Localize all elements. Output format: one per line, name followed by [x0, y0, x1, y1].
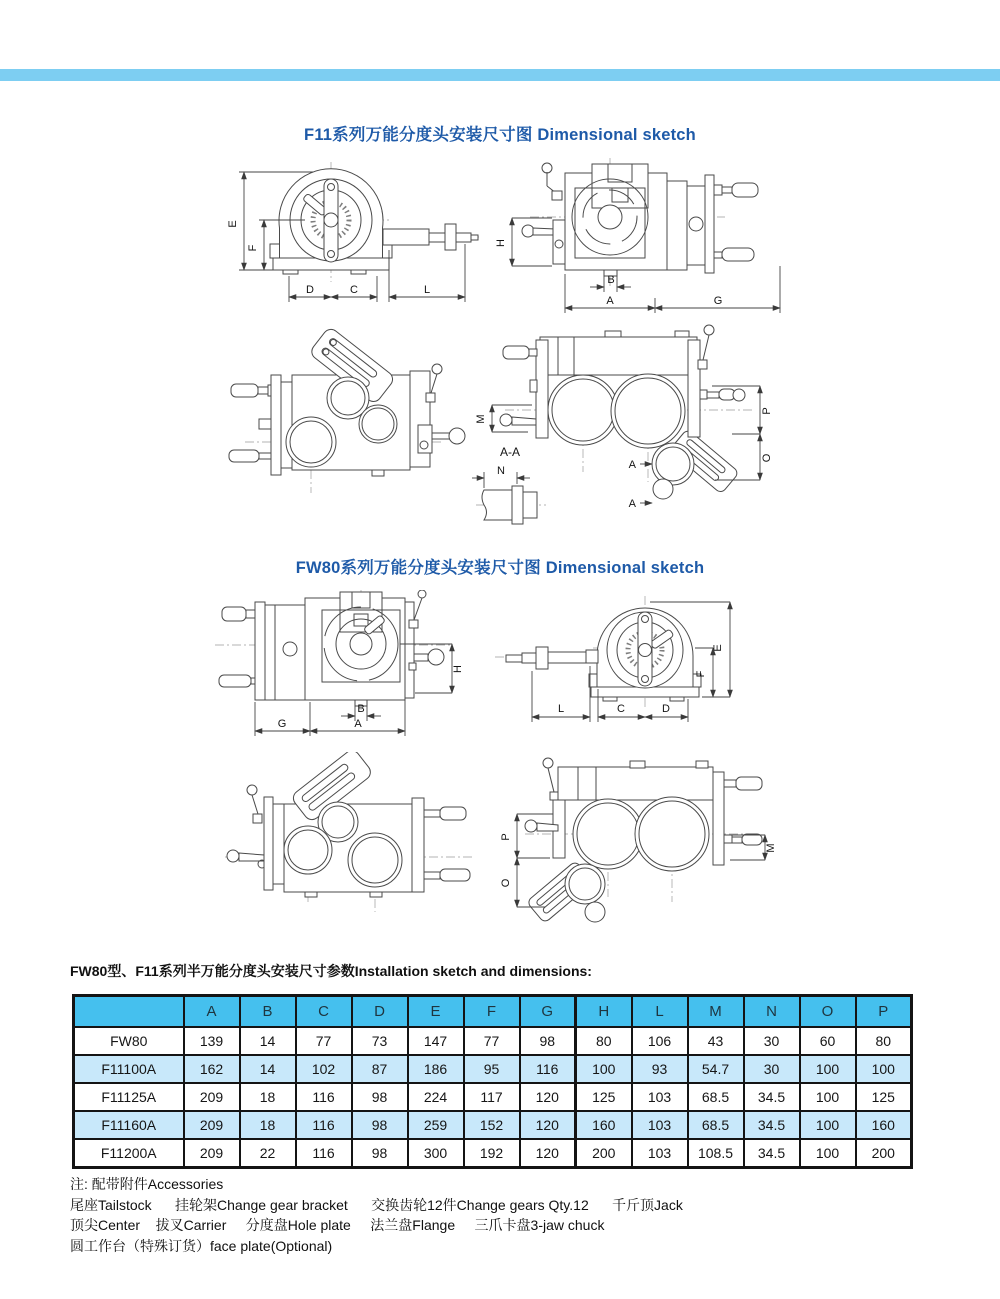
- value-cell: 120: [520, 1139, 576, 1168]
- table-row: [74, 1111, 912, 1139]
- fw80-section-view-drawing: [500, 752, 790, 942]
- value-cell: 34.5: [744, 1139, 800, 1168]
- value-cell: 14: [240, 1027, 296, 1055]
- value-cell: 80: [576, 1027, 632, 1055]
- fw80-rear-view-drawing: [210, 752, 490, 942]
- value-cell: 100: [856, 1055, 912, 1083]
- value-cell: 93: [632, 1055, 688, 1083]
- main-body: [305, 592, 405, 706]
- value-cell: 80: [856, 1027, 912, 1055]
- header-N: N: [744, 996, 800, 1028]
- dim-label-F: F: [695, 670, 707, 678]
- value-cell: 120: [520, 1111, 576, 1139]
- dim-label-C: C: [350, 284, 358, 296]
- main-body: [565, 164, 667, 276]
- value-cell: 100: [800, 1139, 856, 1168]
- section-arrow-label-A2: A: [628, 498, 636, 510]
- dim-label-E: E: [712, 644, 724, 652]
- header-B: B: [240, 996, 296, 1028]
- value-cell: 102: [296, 1055, 352, 1083]
- dim-label-N: N: [497, 465, 505, 477]
- spindle-shaft: [383, 224, 478, 250]
- value-cell: 125: [856, 1083, 912, 1111]
- table-row: [74, 1027, 912, 1055]
- dim-label-A: A: [606, 295, 614, 307]
- dim-label-L: L: [423, 284, 431, 296]
- dim-label-G: G: [713, 295, 723, 307]
- value-cell: 77: [296, 1027, 352, 1055]
- value-cell: 103: [632, 1111, 688, 1139]
- value-cell: 147: [408, 1027, 464, 1055]
- top-body: [540, 331, 697, 375]
- note-line: 尾座Tailstock 挂轮架Change gear bracket 交换齿轮12件Change gears Qty.12 千斤顶Jack: [70, 1196, 683, 1213]
- lower-bracket: [526, 861, 605, 924]
- value-cell: 120: [520, 1083, 576, 1111]
- value-cell: 116: [296, 1139, 352, 1168]
- f11-side-view-drawing: [155, 158, 480, 315]
- value-cell: 209: [184, 1139, 240, 1168]
- table-header-row: [74, 996, 912, 1028]
- value-cell: 259: [408, 1111, 464, 1139]
- value-cell: 43: [688, 1027, 744, 1055]
- header-D: D: [352, 996, 408, 1028]
- value-cell: 30: [744, 1027, 800, 1055]
- fw80-front-view-drawing: [200, 590, 480, 740]
- note-line: 注: 配带附件Accessories: [70, 1176, 224, 1192]
- table-row: [74, 1055, 912, 1083]
- section-title-f11: F11系列万能分度头安装尺寸图 Dimensional sketch: [304, 126, 696, 144]
- right-handles: [412, 798, 470, 892]
- dim-label-C: C: [617, 703, 625, 715]
- value-cell: 18: [240, 1111, 296, 1139]
- value-cell: 95: [464, 1055, 520, 1083]
- right-gearbox-handles: [667, 175, 758, 273]
- value-cell: 116: [296, 1111, 352, 1139]
- value-cell: 60: [800, 1027, 856, 1055]
- section-title-fw80: FW80系列万能分度头安装尺寸图 Dimensional sketch: [295, 559, 705, 577]
- spindle-shaft: [506, 647, 598, 669]
- top-body: [558, 761, 713, 800]
- accessories-notes: [70, 1174, 683, 1256]
- section-arrow-label-A1: A: [628, 459, 636, 471]
- left-levers: [522, 163, 565, 264]
- value-cell: 116: [296, 1083, 352, 1111]
- value-cell: 18: [240, 1083, 296, 1111]
- dim-label-B: B: [607, 274, 615, 286]
- value-cell: 100: [800, 1055, 856, 1083]
- value-cell: 117: [464, 1083, 520, 1111]
- dim-label-M: M: [475, 414, 487, 424]
- section-label-AA: A-A: [500, 445, 521, 459]
- value-cell: 77: [464, 1027, 520, 1055]
- dim-label-B: B: [357, 703, 365, 715]
- value-cell: 209: [184, 1083, 240, 1111]
- right-levers: [688, 325, 745, 437]
- left-handles: [229, 384, 276, 462]
- header-P: P: [856, 996, 912, 1028]
- row-model-cell: F11200A: [74, 1139, 184, 1168]
- value-cell: 160: [576, 1111, 632, 1139]
- row-model-cell: FW80: [74, 1027, 184, 1055]
- dim-label-F: F: [247, 244, 259, 252]
- dim-label-A: A: [354, 718, 362, 730]
- value-cell: 22: [240, 1139, 296, 1168]
- dim-label-M: M: [765, 843, 777, 853]
- value-cell: 209: [184, 1111, 240, 1139]
- header-A: A: [184, 996, 240, 1028]
- top-accent-bar: [0, 69, 1000, 81]
- value-cell: 125: [576, 1083, 632, 1111]
- dim-label-E: E: [227, 220, 239, 228]
- value-cell: 73: [352, 1027, 408, 1055]
- index-dial-handwheel: [290, 179, 372, 262]
- header-E: E: [408, 996, 464, 1028]
- dim-label-H: H: [495, 239, 507, 247]
- value-cell: 106: [632, 1027, 688, 1055]
- dimensions-table: [72, 994, 913, 1169]
- value-cell: 100: [800, 1111, 856, 1139]
- gear-cover-circles: [573, 797, 709, 871]
- left-levers: [500, 340, 548, 438]
- f11-front-view-drawing: [490, 158, 820, 318]
- value-cell: 162: [184, 1055, 240, 1083]
- value-cell: 98: [352, 1139, 408, 1168]
- dim-label-D: D: [306, 284, 314, 296]
- value-cell: 34.5: [744, 1111, 800, 1139]
- header-H: H: [576, 996, 632, 1028]
- header-M: M: [688, 996, 744, 1028]
- value-cell: 160: [856, 1111, 912, 1139]
- dim-label-O: O: [500, 878, 512, 888]
- header-F: F: [464, 996, 520, 1028]
- dim-label-L: L: [557, 703, 565, 715]
- value-cell: 186: [408, 1055, 464, 1083]
- value-cell: 68.5: [688, 1111, 744, 1139]
- header-O: O: [800, 996, 856, 1028]
- value-cell: 14: [240, 1055, 296, 1083]
- value-cell: 100: [800, 1083, 856, 1111]
- row-model-cell: F11100A: [74, 1055, 184, 1083]
- f11-rear-view-drawing: [215, 325, 485, 530]
- value-cell: 98: [520, 1027, 576, 1055]
- note-line: 顶尖Center 拔叉Carrier 分度盘Hole plate 法兰盘Flange 三爪卡盘3-jaw chuck: [70, 1217, 605, 1233]
- row-model-cell: F11160A: [74, 1111, 184, 1139]
- dim-label-H: H: [452, 665, 464, 673]
- table-row: [74, 1083, 912, 1111]
- table-caption: FW80型、F11系列半万能分度头安装尺寸参数Installation sketch and dimensions:: [70, 963, 592, 979]
- index-dial-handwheel: [607, 612, 683, 688]
- value-cell: 98: [352, 1083, 408, 1111]
- header-model: [74, 996, 184, 1028]
- section-detail-aa: [472, 445, 546, 524]
- header-C: C: [296, 996, 352, 1028]
- note-line: 圆工作台（特殊订货）face plate(Optional): [70, 1237, 333, 1254]
- right-handles: [713, 772, 762, 865]
- fw80-side-view-drawing: [490, 590, 750, 740]
- value-cell: 139: [184, 1027, 240, 1055]
- gear-cover-circles: [548, 374, 685, 448]
- header-L: L: [632, 996, 688, 1028]
- dim-label-G: G: [277, 718, 287, 730]
- value-cell: 54.7: [688, 1055, 744, 1083]
- row-model-cell: F11125A: [74, 1083, 184, 1111]
- value-cell: 103: [632, 1083, 688, 1111]
- dim-label-O: O: [761, 453, 773, 463]
- value-cell: 300: [408, 1139, 464, 1168]
- value-cell: 152: [464, 1111, 520, 1139]
- dim-label-P: P: [500, 833, 512, 841]
- value-cell: 192: [464, 1139, 520, 1168]
- f11-section-view-drawing: [470, 322, 800, 532]
- table-row: [74, 1139, 912, 1168]
- value-cell: 224: [408, 1083, 464, 1111]
- value-cell: 34.5: [744, 1083, 800, 1111]
- value-cell: 68.5: [688, 1083, 744, 1111]
- value-cell: 100: [576, 1055, 632, 1083]
- value-cell: 116: [520, 1055, 576, 1083]
- value-cell: 98: [352, 1111, 408, 1139]
- dim-label-D: D: [662, 703, 670, 715]
- value-cell: 87: [352, 1055, 408, 1083]
- value-cell: 108.5: [688, 1139, 744, 1168]
- dim-label-P: P: [761, 407, 773, 415]
- header-G: G: [520, 996, 576, 1028]
- left-levers: [227, 785, 266, 868]
- value-cell: 200: [576, 1139, 632, 1168]
- value-cell: 30: [744, 1055, 800, 1083]
- value-cell: 200: [856, 1139, 912, 1168]
- left-gearbox-handles: [219, 602, 305, 700]
- value-cell: 103: [632, 1139, 688, 1168]
